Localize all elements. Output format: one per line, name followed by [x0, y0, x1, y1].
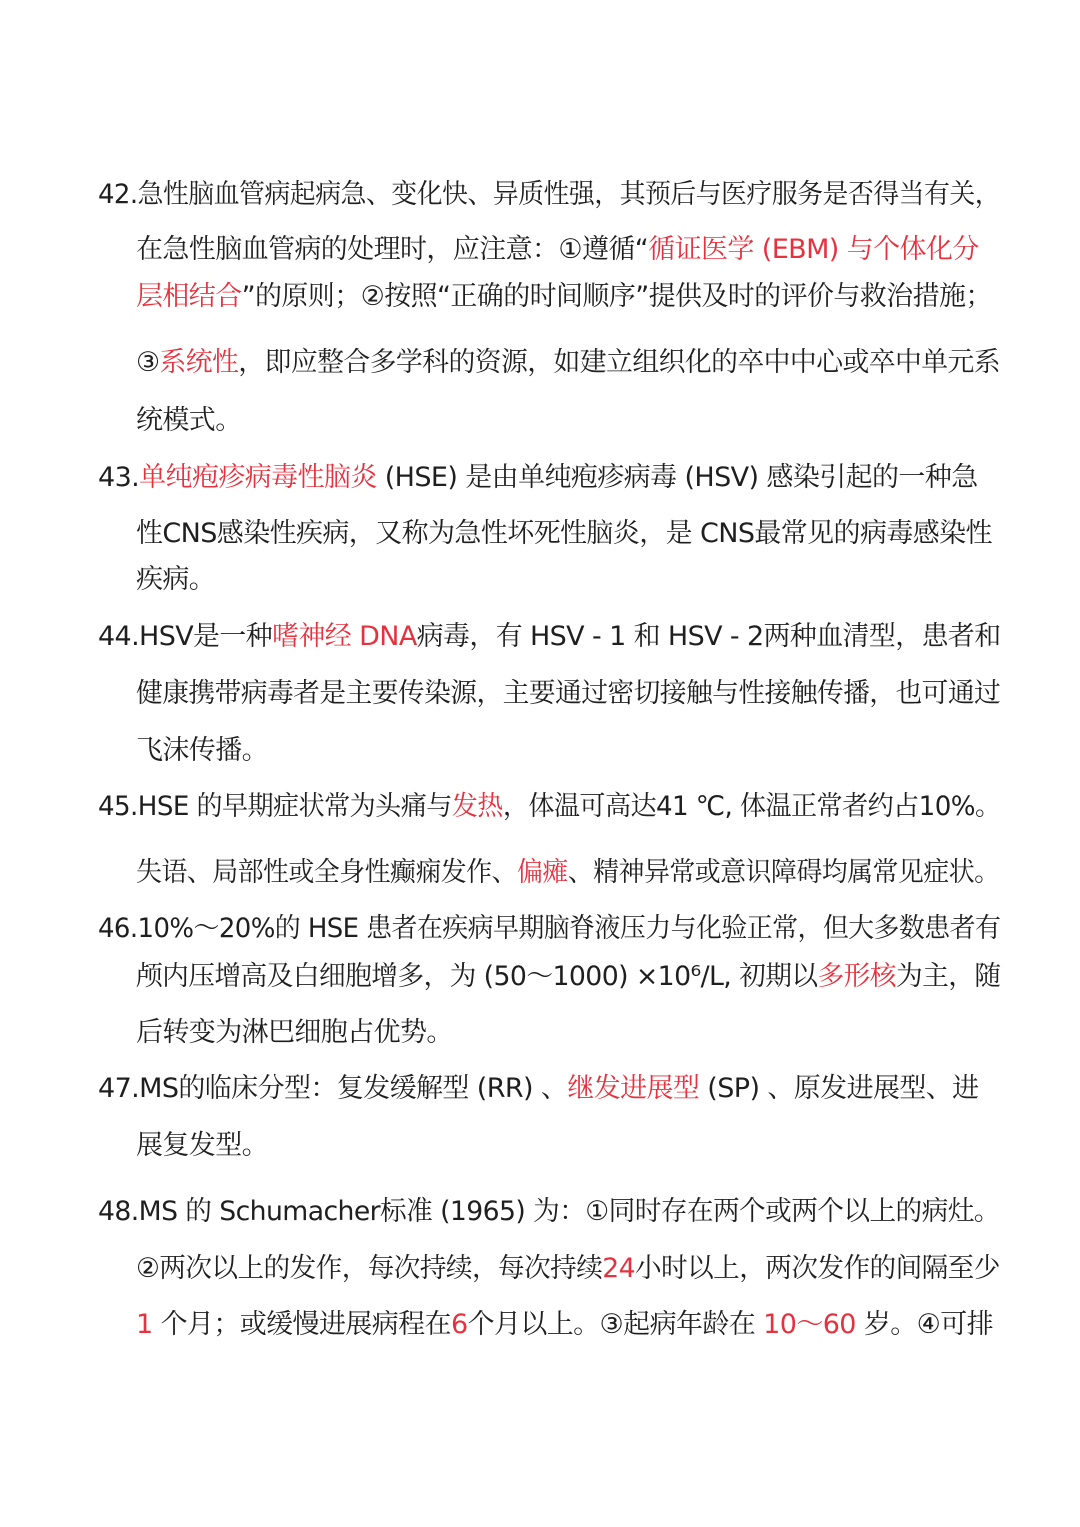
- highlighted-text: 系统性: [159, 347, 239, 378]
- text-segment: 44.HSV是一种: [98, 621, 273, 652]
- text-line-1: [98, 175, 1000, 215]
- highlighted-text: 发热: [451, 791, 503, 822]
- highlighted-text: 继发进展型: [567, 1073, 700, 1104]
- text-line-3: [136, 277, 992, 317]
- text-line-7: [136, 514, 992, 554]
- text-segment: ③: [136, 347, 160, 378]
- text-line-9: [98, 617, 1001, 657]
- text-line-19: [98, 1192, 1000, 1232]
- text-segment: 飞沫传播。: [136, 735, 268, 766]
- text-segment: 、精神异常或意识障碍均属常见症状。: [567, 857, 1000, 888]
- highlighted-text: 层相结合: [136, 281, 242, 312]
- text-line-5: [136, 401, 242, 441]
- text-line-17: [98, 1069, 979, 1109]
- text-line-2: [136, 230, 979, 270]
- highlighted-text: 嗜神经 DNA: [272, 621, 417, 652]
- text-segment: ”的原则；②按照“正确的时间顺序”提供及时的评价与救治措施；: [241, 281, 992, 312]
- text-segment: 小时以上，两次发作的间隔至少: [635, 1253, 1000, 1284]
- text-segment: 展复发型。: [136, 1130, 268, 1161]
- highlighted-text: 偏瘫: [516, 857, 568, 888]
- text-segment: 岁。④可排: [855, 1309, 994, 1340]
- text-segment: (HSE) 是由单纯疱疹病毒 (HSV) 感染引起的一种急: [376, 462, 978, 493]
- text-segment: 后转变为淋巴细胞占优势。: [136, 1017, 453, 1048]
- text-segment: 失语、局部性或全身性癫痫发作、: [136, 857, 517, 888]
- highlighted-text: 1: [136, 1309, 161, 1340]
- text-segment: ，体温可高达41 ℃, 体温正常者约占10%。: [502, 791, 1001, 822]
- text-line-8: [136, 560, 215, 600]
- text-line-10: [136, 674, 1000, 714]
- text-segment: 46.10%～20%的 HSE 患者在疾病早期脑脊液压力与化验正常，但大多数患者有: [98, 913, 1001, 944]
- text-segment: ②两次以上的发作，每次持续，每次持续: [136, 1253, 603, 1284]
- text-line-11: [136, 731, 268, 771]
- text-line-15: [136, 957, 1001, 997]
- text-segment: 个月以上。③起病年龄在: [467, 1309, 764, 1340]
- text-segment: 疾病。: [136, 564, 216, 595]
- text-segment: (SP) 、原发进展型、进: [699, 1073, 979, 1104]
- text-segment: 为主，随: [895, 961, 1001, 992]
- text-segment: 病毒，有 HSV - 1 和 HSV - 2两种血清型，患者和: [416, 621, 1001, 652]
- text-line-16: [136, 1013, 453, 1053]
- highlighted-text: 10～60: [763, 1309, 856, 1340]
- text-line-12: [98, 787, 1000, 827]
- text-segment: 在急性脑血管病的处理时，应注意：①遵循“: [136, 234, 649, 265]
- text-segment: ，即应整合多学科的资源，如建立组织化的卒中中心或卒中单元系: [238, 347, 1001, 378]
- text-line-21: [136, 1305, 993, 1345]
- highlighted-text: 单纯疱疹病毒性脑炎: [139, 462, 377, 493]
- highlighted-text: 6: [450, 1309, 468, 1340]
- text-line-13: [136, 853, 1000, 893]
- text-segment: 颅内压增高及白细胞增多，为 (50～1000) ×10⁶/L, 初期以: [136, 961, 818, 992]
- text-segment: 45.HSE 的早期症状常为头痛与: [98, 791, 452, 822]
- text-segment: 43.: [98, 462, 140, 493]
- highlighted-text: 多形核: [817, 961, 896, 992]
- text-segment: 47.MS的临床分型：复发缓解型 (RR) 、: [98, 1073, 568, 1104]
- text-segment: 健康携带病毒者是主要传染源，主要通过密切接触与性接触传播，也可通过: [136, 678, 1001, 709]
- text-line-18: [136, 1126, 268, 1166]
- highlighted-text: 24: [602, 1253, 636, 1284]
- text-segment: 48.MS 的 Schumacher标准 (1965) 为：①同时存在两个或两个以上的病灶。: [98, 1196, 1000, 1227]
- text-segment: 个月；或缓慢进展病程在: [160, 1309, 451, 1340]
- highlighted-text: 循证医学 (EBM) 与个体化分: [648, 234, 979, 265]
- text-segment: 统模式。: [136, 405, 242, 436]
- text-segment: 42.急性脑血管病起病急、变化快、异质性强，其预后与医疗服务是否得当有关，: [98, 179, 1001, 210]
- text-line-4: [136, 343, 1000, 383]
- text-line-6: [98, 458, 978, 498]
- text-line-20: [136, 1249, 1000, 1289]
- text-line-14: [98, 909, 1000, 949]
- text-segment: 性CNS感染性疾病，又称为急性坏死性脑炎，是 CNS最常见的病毒感染性: [136, 518, 992, 549]
